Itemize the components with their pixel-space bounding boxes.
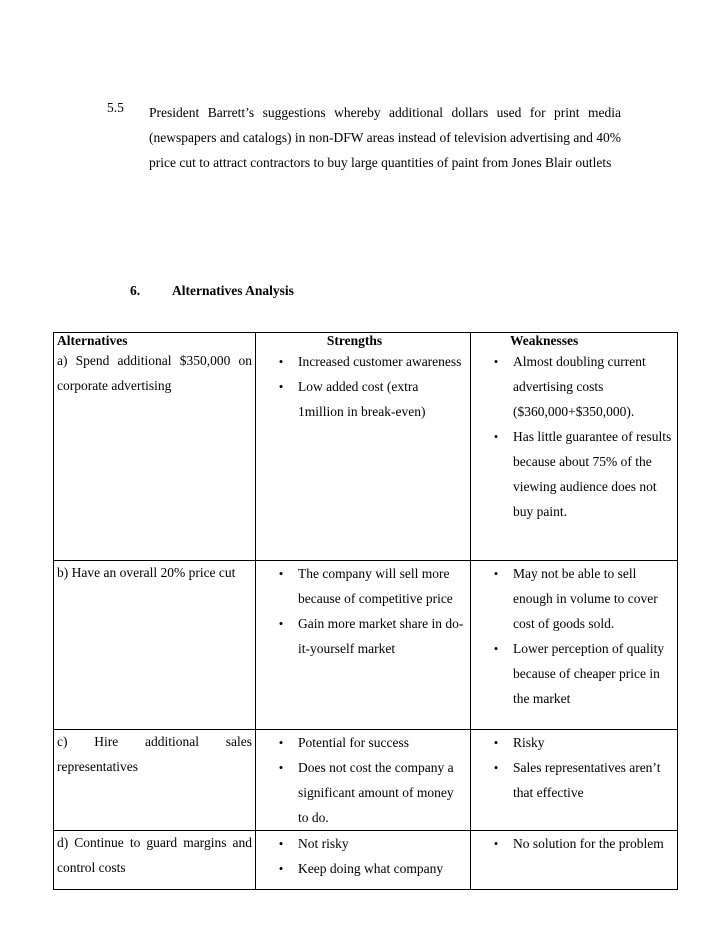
- weaknesses-cell: [471, 730, 678, 831]
- bullet-icon: •: [278, 760, 284, 775]
- table-row: [54, 730, 678, 831]
- section-number: 6.: [130, 283, 141, 298]
- strengths-cell: [256, 831, 471, 890]
- bullet-icon: •: [493, 735, 499, 750]
- strengths-cell: [256, 561, 471, 730]
- list-item: • Potential for success: [259, 730, 467, 755]
- bullet-icon: •: [493, 354, 499, 369]
- list-item: • Increased customer awareness: [259, 349, 467, 374]
- bullet-icon: •: [278, 616, 284, 631]
- table-row: [54, 561, 678, 730]
- bullet-icon: •: [278, 379, 284, 394]
- bullet-icon: •: [278, 354, 284, 369]
- list-item: • Low added cost (extra 1million in break-even): [259, 374, 467, 424]
- header-alternatives: Alternatives: [54, 333, 256, 350]
- list-item: • Has little guarantee of results because about 75% of the viewing audience does not buy paint.: [474, 424, 674, 524]
- list-item: • Risky: [474, 730, 674, 755]
- bullet-icon: •: [278, 836, 284, 851]
- table-row: [54, 349, 678, 561]
- list-item: • May not be able to sell enough in volume to cover cost of goods sold.: [474, 561, 674, 636]
- weaknesses-cell: [471, 349, 678, 561]
- bullet-icon: •: [278, 861, 284, 876]
- strengths-cell: [256, 730, 471, 831]
- section-number: 5.5: [107, 100, 124, 115]
- alternative-cell: b) Have an overall 20% price cut: [54, 561, 256, 730]
- alternative-cell: c) Hire additional sales representatives: [54, 730, 256, 831]
- bullet-icon: •: [278, 566, 284, 581]
- list-item: • Lower perception of quality because of cheaper price in the market: [474, 636, 674, 711]
- table-row: [54, 831, 678, 890]
- list-item: • Almost doubling current advertising costs ($360,000+$350,000).: [474, 349, 674, 424]
- alternative-cell: d) Continue to guard margins and control costs: [54, 831, 256, 890]
- weaknesses-cell: [471, 831, 678, 890]
- bullet-icon: •: [493, 760, 499, 775]
- bullet-icon: •: [493, 429, 499, 444]
- section-title: Alternatives Analysis: [172, 283, 294, 298]
- list-item: • Does not cost the company a significant amount of money to do.: [259, 755, 467, 830]
- list-item: • No solution for the problem: [474, 831, 674, 856]
- alternative-cell: a) Spend additional $350,000 on corporate advertising: [54, 349, 256, 561]
- bullet-icon: •: [493, 836, 499, 851]
- alternatives-table: [53, 332, 678, 890]
- bullet-icon: •: [493, 566, 499, 581]
- bullet-icon: •: [493, 641, 499, 656]
- header-strengths: Strengths: [256, 333, 471, 350]
- list-item: • The company will sell more because of competitive price: [259, 561, 467, 611]
- section-paragraph: President Barrett’s suggestions whereby additional dollars used for print media (newspapers and catalogs) in non-DFW areas instead of television advertising and 40% price cut to attract contractors to buy large quantities of paint from Jones Blair outlets: [149, 105, 621, 170]
- list-item: • Not risky: [259, 831, 467, 856]
- weaknesses-cell: [471, 561, 678, 730]
- strengths-cell: [256, 349, 471, 561]
- list-item: • Gain more market share in do-it-yourself market: [259, 611, 467, 661]
- list-item: • Keep doing what company: [259, 856, 467, 881]
- bullet-icon: •: [278, 735, 284, 750]
- list-item: • Sales representatives aren’t that effective: [474, 755, 674, 805]
- table-header-row: [54, 333, 678, 350]
- header-weaknesses: Weaknesses: [471, 333, 678, 350]
